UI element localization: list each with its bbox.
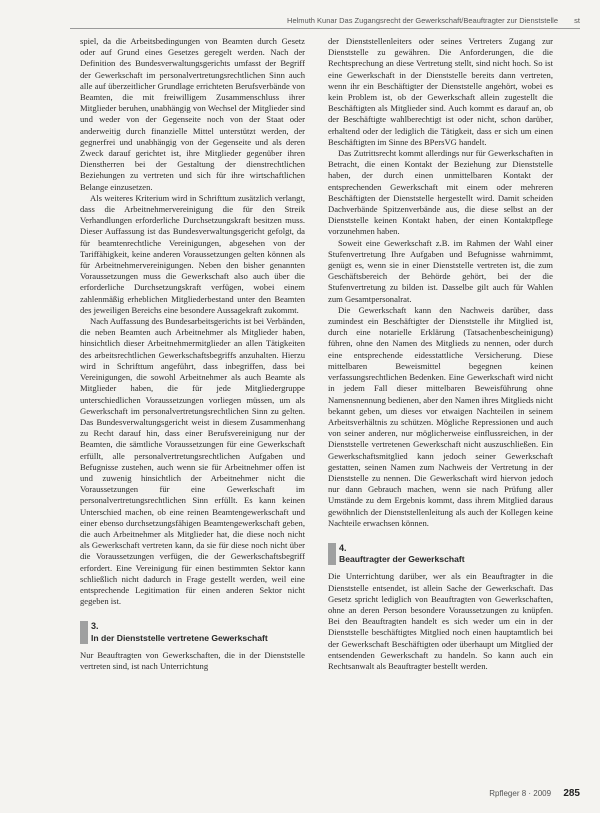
section-number: 3. [91,621,99,632]
running-header [70,14,580,29]
paragraph: der Dienststellenleiters oder seines Vertreters Zugang zur Dienststelle zu gewähren. Die Anforderungen, die die Rechtsprechung an diese Vertretung stellt, sind nicht hoch. So ist eine Gewerkschaft in der Dienststelle bereits dann vertreten, wenn ihr ein Beschäftigter der Dienststelle angehört, wobei es kein Problem ist, ob der Gewerkschaft allein zugestellt die Beschäftigten als Mitglieder sind. Auch kommt es darauf an, ob der Beschäftigte wahlberechtigt ist oder nicht, schon darüber, erhaltend oder der lediglich die Tätigkeit, dass er sich um einen Beschäftigten im Sinne des BPersVG handelt. [328,36,553,147]
paragraph: spiel, da die Arbeitsbedingungen von Beamten durch Gesetz oder auf Grund eines Gesetzes geregelt werden. Nach der Definition des Bundesverwaltungsgerichts umfasst der Begriff der Gewerkschaft im personalvertretungsrechtlichen Sinn auch alle auf überzeitlicher Grundlage errichteten Berufsverbände von Beamten, die mit freiwilligem Zusammenschluss ihrer Mitglieder beruhen, unabhängig von Wechsel der Mitglieder sind und weder von der Gegenseite noch von der Staat oder anderweitig durch finanzielle Mittel unterstützt werden, der gegnerfrei und unabhängig von der Gegenseite und als deren Zweck darauf gerichtet ist, ihre Mitglieder gegenüber ihren Dienstherren bei der Gestaltung der dienstrechtlichen Beziehungen zu vertreten und sich für ihre wirtschaftlichen Belange einzusetzen. [80,36,305,192]
section-title: In der Dienststelle vertretene Gewerkschaft [91,632,268,643]
header-page-number: st [574,16,580,25]
journal-reference: Rpfleger 8 · 2009 [489,789,552,798]
page-number: 285 [563,788,580,799]
paragraph: Die Gewerkschaft kann den Nachweis darüber, dass zumindest ein Beschäftigter der Dienststelle ihr Mitglied ist, durch eine notarielle Erklärung (Tatsachenbescheinigung) führen, ohne den Namen des Mitglieds zu nennen, oder durch eine entsprechende eidesstattliche Versicherung. Diese mittelbaren Beweismittel begegnen keinen verfassungsrechtlichen Bedenken. Eine Gewerkschaft wird nicht in jedem Fall dieser mittelbaren Beweisführung ohne Namensnennung bedienen, aber den Namen ihres Mitglieds nicht bekannt geben, um dieses vor etwaigen Nachteilen in seinem Arbeitsverhältnis zu schützen. Mögliche Repressionen und auch von seiner anderen, nur möglicherweise einflussreichen, in der Dienststelle vertretenen Gewerkschaft nicht auszuschließen. Ein Gewerkschaftsmitglied kann jedoch seiner Gewerkschaft gestatten, seinen Namen zum Nachweis der Vertretung in der Dienststelle zu nennen. Die Gewerkschaft wird hiervon jedoch nur dann Gebrauch machen, wenn sie nach Prüfung aller Umstände zu dem Ergebnis kommt, dass ihrem Mitglied daraus gewöhnlich der Dienststellenleitung als auch der Kollegen keine Nachteile erwachsen können. [328,304,553,528]
running-title: Helmuth Kunar Das Zugangsrecht der Gewerkschaft/Beauftragter zur Dienststelle [287,16,558,25]
section-title: Beauftragter der Gewerkschaft [339,554,465,565]
page-footer [489,788,580,799]
section-marker-bar [80,621,88,643]
right-column [328,36,553,672]
paragraph: Nur Beauftragten von Gewerkschaften, die in der Dienststelle vertreten sind, ist nach Unterrichtung [80,649,305,671]
paragraph: Die Unterrichtung darüber, wer als ein Beauftragter in die Dienststelle entsendet, ist allein Sache der Gewerkschaft. Das Gesetz spricht lediglich von Beauftragten von Gewerkschaften, ohne an deren Person besondere Voraussetzungen zu knüpfen. Bei den Beauftragten handelt es sich weder um ein in der Dienststelle beschäftigtes Mitglied noch einen hauptamtlich bei der Gewerkschaft Beschäftigten oder überhaupt um Mitglied der entsendenden Gewerkschaft zu handeln. So kann auch ein Rechtsanwalt als Beauftragter bestellt werden. [328,571,553,671]
paragraph: Soweit eine Gewerkschaft z.B. im Rahmen der Wahl einer Stufenvertretung Ihre Aufgaben und Befugnisse wahrnimmt, genügt es, wenn sie in einer Dienststelle vertreten ist, die zum Geschäftsbereich der Behörde gehört, bei der die Stufenvertretung zu bilden ist. Dasselbe gilt auch für Wahlen zum Gesamtpersonalrat. [328,237,553,304]
section-heading [328,543,553,565]
left-column [80,36,305,672]
paragraph: Als weiteres Kriterium wird in Schrifttum zusätzlich verlangt, dass die Arbeitnehmervereinigung die für den Streik Verhandlungen erforderliche Durchsetzungskraft besitzen muss. Dieser Auffassung ist das Bundesverwaltungsgericht gefolgt, da für beamtenrechtliche Vereinigungen, abgesehen von der Tariffähigkeit, keine anderen Voraussetzungen gelten können als für Arbeitnehmervereinigungen. Neben den bisher genannten Voraussetzungen muss die Gewerkschaft also auch über die erforderliche Durchsetzungskraft verfügen, wobei einem zahlenmäßig erheblichen Mitgliederbestand unter den Beamten des jeweiligen Bereichs eine besondere Aussagekraft zukommt. [80,192,305,315]
paragraph: Das Zutrittsrecht kommt allerdings nur für Gewerkschaften in Betracht, die einen Kontakt der Beziehung zur Dienststelle haben, der durch einen unmittelbaren Kontakt der entsprechenden Gewerkschaft mit einem oder mehreren Beschäftigten der Dienststelle hergestellt wird. Damit scheiden Dachverbände Spitzenverbände aus, die diese selbst an der Dienststelle keinen Kontakt haben, der einen Kontaktpflege vorzunehmen haben. [328,148,553,237]
section-marker-bar [328,543,336,565]
section-number: 4. [339,542,347,553]
paragraph: Nach Auffassung des Bundesarbeitsgerichts ist bei Verbänden, die neben Beamten auch Arbeitnehmer als Mitglieder haben, hinsichtlich dieser Arbeitnehmermitglieder an allen Tätigkeiten des arbeitsrechtlichen Gewerkschaftsbegriffs anzuhalten. Hierzu wird in Schrifttum angeführt, dass inbegriffen, dass bei Vereinigungen, die sowohl Arbeitnehmer als auch Beamte als Mitglieder haben, die für jede Mitgliedergruppe unterschiedlichen Voraussetzungen vorliegen müssen, um als Gewerkschaft im personalvertretungsrechtlichen Sinn zu gelten. Das Bundesverwaltungsgericht weist in diesem Zusammenhang zu Recht darauf hin, dass einer Berufsvereinigung nur der Beamten, die sämtliche Voraussetzungen für eine Gewerkschaft erfüllt, alle personalvertretungsrechtlichen Aufgaben und Befugnisse zustehen, auch wenn sie für Arbeitnehmer offen ist und zuwenig hinsichtlich der Arbeitnehmer nicht die Voraussetzungen für eine Gewerkschaft im personalvertretungsrechtlichen Sinn erfüllt. Es kann keinen Unterschied machen, ob eine reinen Beamtengewerkschaft und einer ebenso durchsetzungsfähigen Beamtengewerkschaft geben, die auch Arbeitnehmer als Mitglieder hat, die diese noch nicht als Gewerkschaft vertreten kann, da sie für diese noch nicht über die Voraussetzungen verfügen, die der Gewerkschaftsbegriff erfordert. Eine Vereinigung für einen bestimmten Sektor kann schließlich nicht dadurch in Frage gestellt werden, weil eine entsprechende Legitimation für einen anderen Sektor nicht gegeben ist. [80,316,305,607]
section-heading [80,621,305,643]
